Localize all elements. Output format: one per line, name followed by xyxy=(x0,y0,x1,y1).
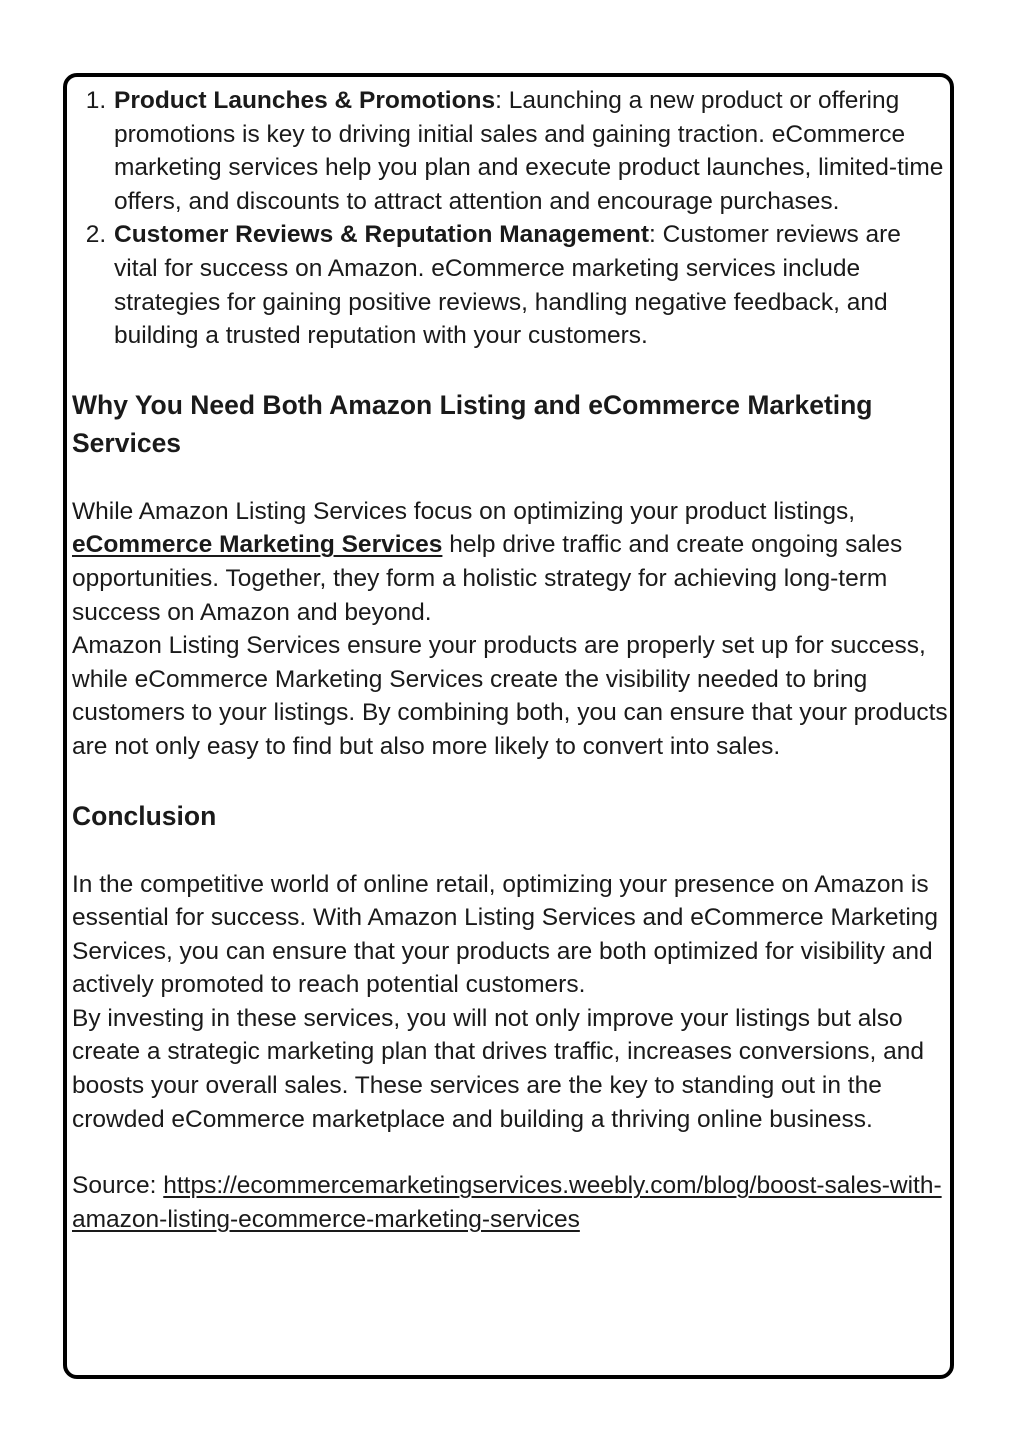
ecommerce-marketing-services-link[interactable]: eCommerce Marketing Services xyxy=(72,531,443,559)
list-item-text: : Customer reviews are vital for success on Amazon. eCommerce marketing services include strategies for gaining positive reviews, handling negative feedback, and building a trusted reputation with your customers. xyxy=(114,221,901,350)
list-item-term: Product Launches & Promotions xyxy=(114,87,496,114)
conclusion-heading: Conclusion xyxy=(72,800,217,831)
why-paragraph-1-intro: While Amazon Listing Services focus on optimizing your product listings, xyxy=(72,497,855,525)
list-item xyxy=(113,84,950,218)
why-paragraph-1 xyxy=(72,495,950,629)
list-item xyxy=(113,218,950,352)
why-paragraph-1-rest: help drive traffic and create ongoing sales opportunities. Together, they form a holistic strategy for achieving long-term success on Amazon and beyond. xyxy=(72,531,903,626)
feature-list xyxy=(72,84,950,353)
list-item-text: : Launching a new product or offering promotions is key to driving initial sales and gaining traction. eCommerce marketing services help you plan and execute product launches, limited-time offers, and discounts to attract attention and encourage purchases. xyxy=(114,87,944,215)
list-item-term: Customer Reviews & Reputation Management xyxy=(114,221,650,249)
source-url-link[interactable]: https://ecommercemarketingservices.weebly.com/blog/boost-sales-with-amazon-listing-ecommerce-marketing-services xyxy=(72,1172,942,1233)
why-section-heading: Why You Need Both Amazon Listing and eCommerce Marketing Services xyxy=(72,389,873,458)
source-label: Source: xyxy=(72,1172,164,1200)
why-paragraph-2: Amazon Listing Services ensure your products are properly set up for success, while eCommerce Marketing Services create the visibility needed to bring customers to your listings. By combining both, you can ensure that your products are not only easy to find but also more likely to convert into sales. xyxy=(72,632,948,760)
conclusion-paragraph-1: In the competitive world of online retail, optimizing your presence on Amazon is essential for success. With Amazon Listing Services and eCommerce Marketing Services, you can ensure that your products are both optimized for visibility and actively promoted to reach potential customers. xyxy=(72,870,939,999)
document-content xyxy=(72,84,950,1236)
conclusion-paragraph-2: By investing in these services, you will not only improve your listings but also create a strategic marketing plan that drives traffic, increases conversions, and boosts your overall sales. These services are the key to standing out in the crowded eCommerce marketplace and building a thriving online business. xyxy=(72,1004,925,1133)
source-line xyxy=(72,1169,950,1236)
